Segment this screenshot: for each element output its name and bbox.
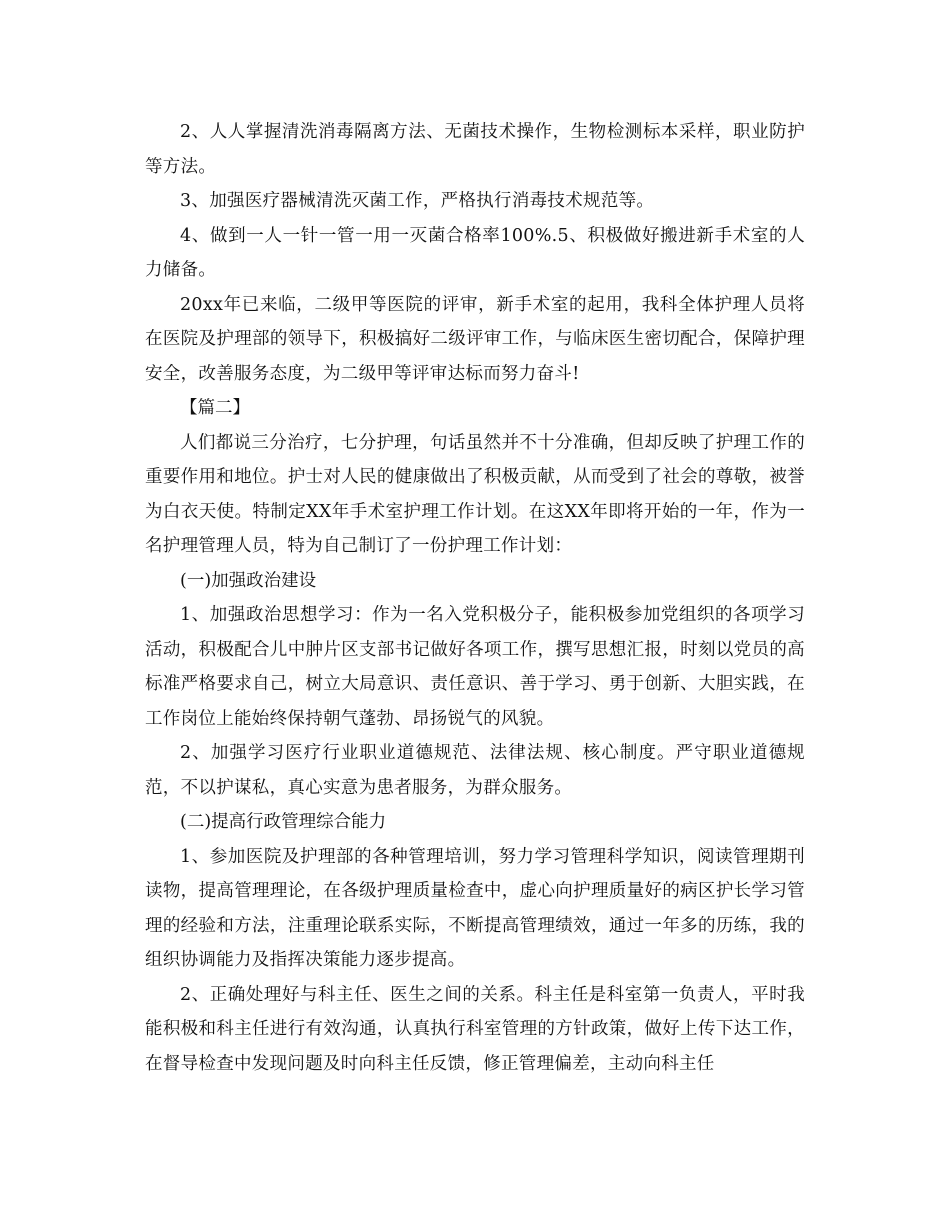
- paragraph-management-training: 1、参加医院及护理部的各种管理培训，努力学习管理科学知识，阅读管理期刊读物，提高管理理论，在各级护理质量检查中，虚心向护理质量好的病区护长学习管理的经验和方法，注重理论联系实际，不断提高管理绩效，通过一年多的历练，我的组织协调能力及指挥决策能力逐步提高。: [145, 846, 805, 970]
- subheading-political-building: (一)加强政治建设: [180, 570, 317, 591]
- paragraph-director-relations: 2、正确处理好与科主任、医生之间的关系。科主任是科室第一负责人，平时我能积极和科主任进行有效沟通，认真执行科室管理的方针政策，做好上传下达工作，在督导检查中发现问题及时向科主任反馈，修正管理偏差，主动向科主任: [145, 984, 805, 1074]
- paragraph-political-study: 1、加强政治思想学习：作为一名入党积极分子，能积极参加党组织的各项学习活动，积极配合儿中肿片区支部书记做好各项工作，撰写思想汇报，时刻以党员的高标准严格要求自己，树立大局意识、责任意识、善于学习、勇于创新、大胆实践，在工作岗位上能始终保持朝气蓬勃、昂扬锐气的风貌。: [145, 605, 805, 729]
- section-heading-part-two: 【篇二】: [180, 398, 250, 418]
- paragraph-item-4-5: 4、做到一人一针一管一用一灭菌合格率100%.5、积极做好搬进新手术室的人力储备。: [145, 225, 805, 280]
- subheading-admin-ability: (二)提高行政管理综合能力: [180, 812, 387, 832]
- document-body: [145, 115, 805, 1081]
- paragraph-intro: 人们都说三分治疗，七分护理，句话虽然并不十分准确，但却反映了护理工作的重要作用和地位。护士对人民的健康做出了积极贡献，从而受到了社会的尊敬，被誉为白衣天使。特制定XX年手术室护理工作计划。在这XX年即将开始的一年，作为一名护理管理人员，特为自己制订了一份护理工作计划：: [145, 432, 805, 556]
- paragraph-ethics-study: 2、加强学习医疗行业职业道德规范、法律法规、核心制度。严守职业道德规范，不以护谋私，真心实意为患者服务，为群众服务。: [145, 743, 805, 798]
- paragraph-item-3: 3、加强医疗器械清洗灭菌工作，严格执行消毒技术规范等。: [180, 191, 655, 211]
- paragraph-year-summary: 20xx年已来临，二级甲等医院的评审，新手术室的起用，我科全体护理人员将在医院及护理部的领导下，积极搞好二级评审工作，与临床医生密切配合，保障护理安全，改善服务态度，为二级甲等评审达标而努力奋斗!: [145, 294, 805, 384]
- paragraph-item-2: 2、人人掌握清洗消毒隔离方法、无菌技术操作，生物检测标本采样，职业防护等方法。: [145, 122, 805, 177]
